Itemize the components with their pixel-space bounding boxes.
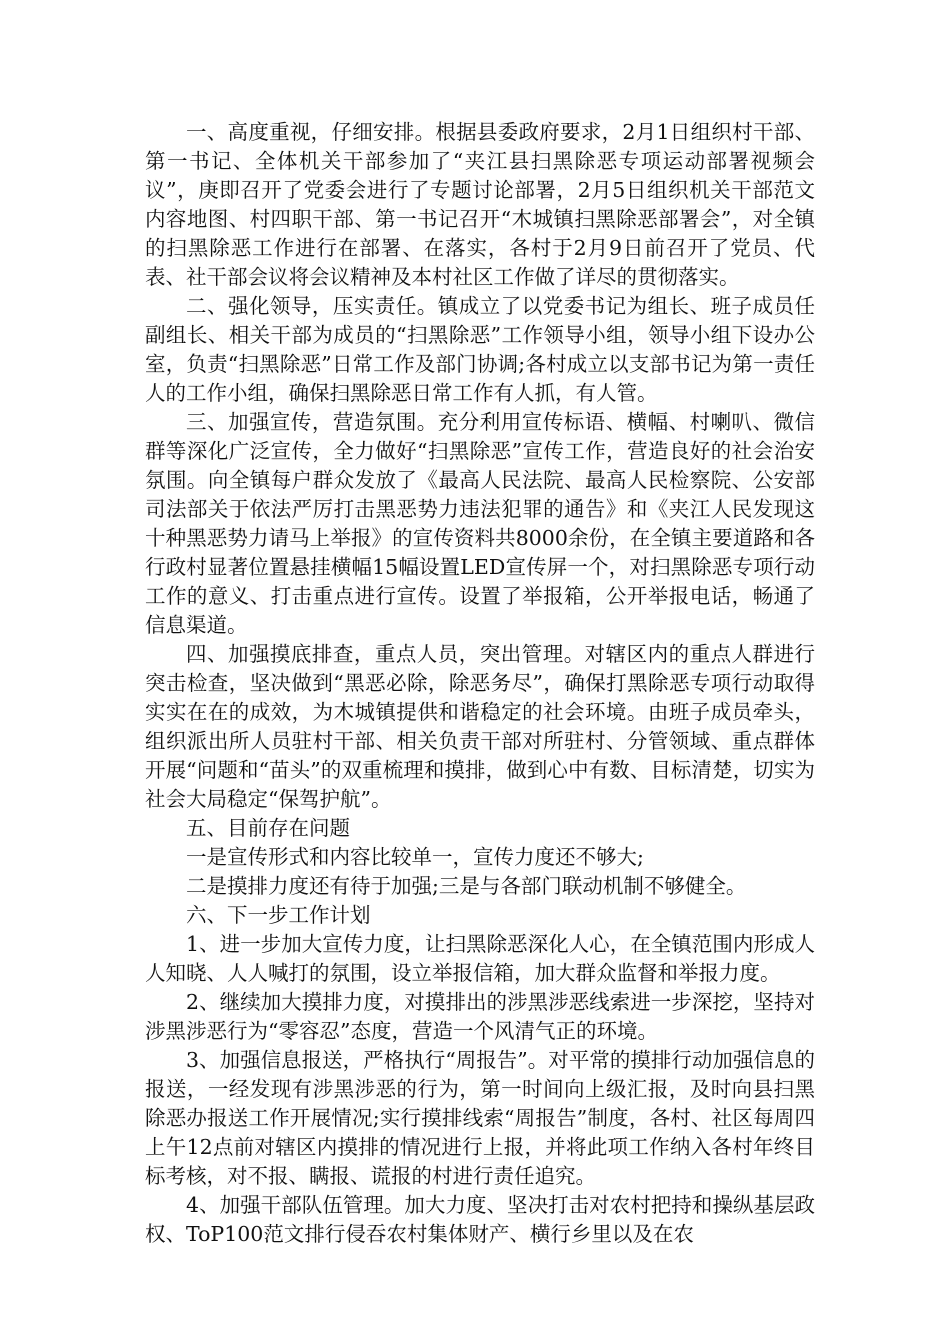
paragraph-plan-2: 2、继续加大摸排力度，对摸排出的涉黑涉恶线索进一步深挖，坚持对涉黑涉恶行为“零容忍”态度，营造一个风清气正的环境。 <box>145 990 815 1043</box>
heading-section-5: 五、目前存在问题 <box>186 816 350 840</box>
paragraph-section-3: 三、加强宣传，营造氛围。充分利用宣传标语、横幅、村喇叭、微信群等深化广泛宣传，全力做好“扫黑除恶”宣传工作，营造良好的社会治安氛围。向全镇每户群众发放了《最高人民法院、最高人民检察院、公安部司法部关于依法严厉打击黑恶势力违法犯罪的通告》和《夹江人民发现这十种黑恶势力请马上举报》的宣传资料共8000余份，在全镇主要道路和各行政村显著位置悬挂横幅15幅设置LED宣传屏一个，对扫黑除恶专项行动工作的意义、打击重点进行宣传。设置了举报箱，公开举报电话，畅通了信息渠道。 <box>145 410 815 637</box>
document-body <box>145 118 815 1249</box>
paragraph-plan-1: 1、进一步加大宣传力度，让扫黑除恶深化人心，在全镇范围内形成人人知晓、人人喊打的氛围，设立举报信箱，加大群众监督和举报力度。 <box>145 932 815 985</box>
heading-section-6: 六、下一步工作计划 <box>186 903 371 927</box>
paragraph-section-4: 四、加强摸底排查，重点人员，突出管理。对辖区内的重点人群进行突击检查，坚决做到“黑恶必除，除恶务尽”，确保打黑除恶专项行动取得实实在在的成效，为木城镇提供和谐稳定的社会环境。由班子成员牵头，组织派出所人员驻村干部、相关负责干部对所驻村、分管领域、重点群体开展“问题和“苗头”的双重梳理和摸排，做到心中有数、目标清楚，切实为社会大局稳定“保驾护航”。 <box>145 642 815 811</box>
paragraph-plan-3: 3、加强信息报送，严格执行“周报告”。对平常的摸排行动加强信息的报送，一经发现有涉黑涉恶的行为，第一时间向上级汇报，及时向县扫黑除恶办报送工作开展情况;实行摸排线索“周报告”制度，各村、社区每周四上午12点前对辖区内摸排的情况进行上报，并将此项工作纳入各村年终目标考核，对不报、瞒报、谎报的村进行责任追究。 <box>145 1048 815 1188</box>
paragraph-plan-4: 4、加强干部队伍管理。加大力度、坚决打击对农村把持和操纵基层政权、ToP100范文排行侵吞农村集体财产、横行乡里以及在农 <box>145 1193 815 1246</box>
paragraph-problem-1: 一是宣传形式和内容比较单一，宣传力度还不够大; <box>186 845 644 869</box>
paragraph-section-2: 二、强化领导，压实责任。镇成立了以党委书记为组长、班子成员任副组长、相关干部为成员的“扫黑除恶”工作领导小组，领导小组下设办公室，负责“扫黑除恶”日常工作及部门协调;各村成立以支部书记为第一责任人的工作小组，确保扫黑除恶日常工作有人抓，有人管。 <box>145 294 815 405</box>
paragraph-problem-2: 二是摸排力度还有待于加强;三是与各部门联动机制不够健全。 <box>186 874 747 898</box>
paragraph-section-1: 一、高度重视，仔细安排。根据县委政府要求，2月1日组织村干部、第一书记、全体机关干部参加了“夹江县扫黑除恶专项运动部署视频会议”，庚即召开了党委会进行了专题讨论部署，2月5日组织机关干部范文内容地图、村四职干部、第一书记召开“木城镇扫黑除恶部署会”，对全镇的扫黑除恶工作进行在部署、在落实，各村于2月9日前召开了党员、代表、社干部会议将会议精神及本村社区工作做了详尽的贯彻落实。 <box>145 120 815 289</box>
